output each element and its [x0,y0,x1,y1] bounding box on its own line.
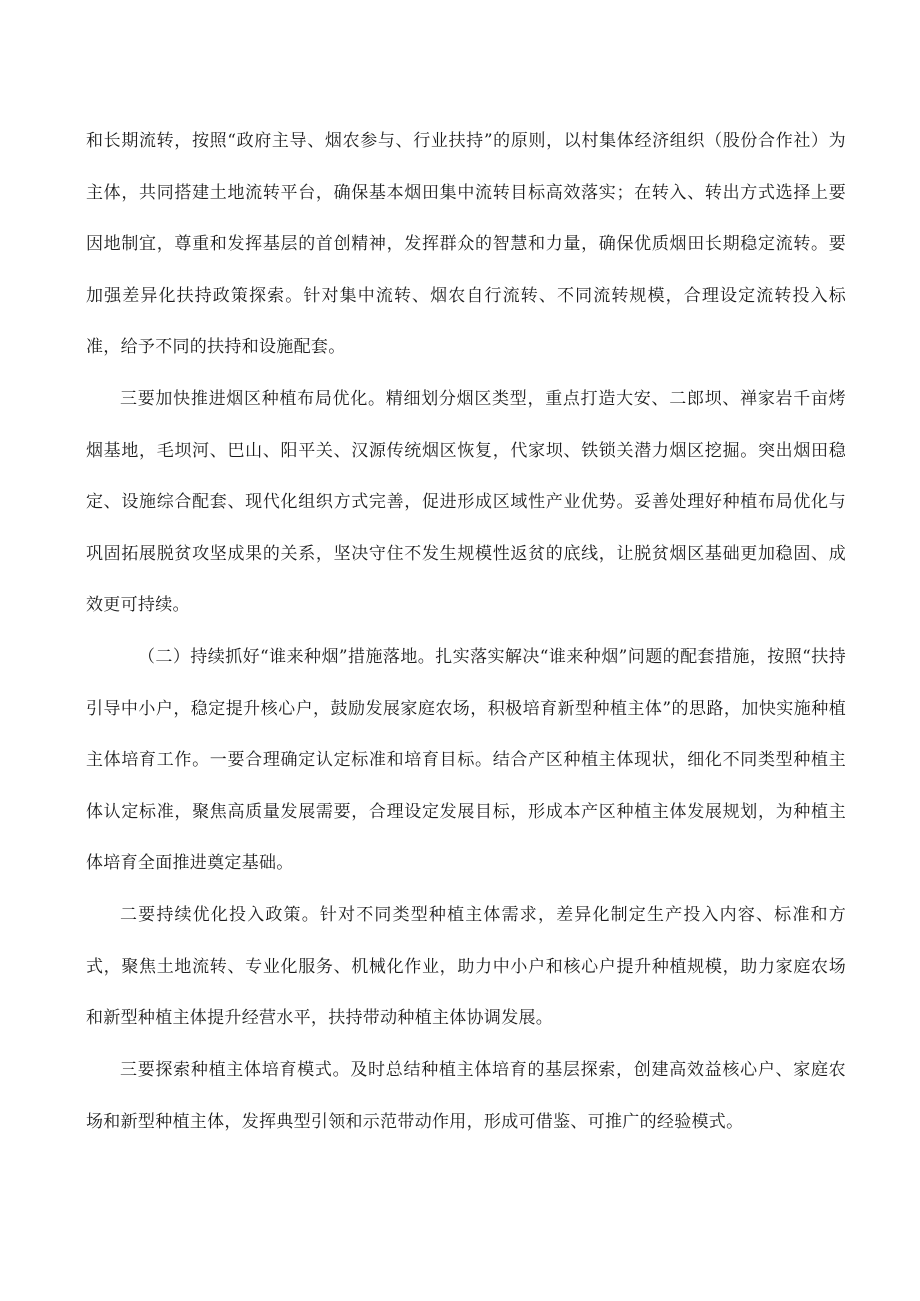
paragraph-investment-policy: 二要持续优化投入政策。针对不同类型种植主体需求，差异化制定生产投入内容、标准和方式，聚焦土地流转、专业化服务、机械化作业，助力中小户和核心户提升种植规模，助力家庭农场和新型种植主体提升经营水平，扶持带动种植主体协调发展。 [86,905,846,1028]
paragraph-section-who-grows-tobacco: （二）持续抓好“谁来种烟”措施落地。扎实落实解决“谁来种烟”问题的配套措施，按照“扶持引导中小户，稳定提升核心户，鼓励发展家庭农场，积极培育新型种植主体”的思路，加快实施种植主体培育工作。一要合理确定认定标准和培育目标。结合产区种植主体现状，细化不同类型种植主体认定标准，聚焦高质量发展需要，合理设定发展目标，形成本产区种植主体发展规划，为种植主体培育全面推进奠定基础。 [86,647,846,873]
paragraph-cultivation-model: 三要探索种植主体培育模式。及时总结种植主体培育的基层探索，创建高效益核心户、家庭农场和新型种植主体，发挥典型引领和示范带动作用，形成可借鉴、可推广的经验模式。 [86,1060,846,1132]
paragraph-layout-optimization: 三要加快推进烟区种植布局优化。精细划分烟区类型，重点打造大安、二郎坝、禅家岩千亩烤烟基地，毛坝河、巴山、阳平关、汉源传统烟区恢复，代家坝、铁锁关潜力烟区挖掘。突出烟田稳定、设施综合配套、现代化组织方式完善，促进形成区域性产业优势。妥善处理好种植布局优化与巩固拓展脱贫攻坚成果的关系，坚决守住不发生规模性返贫的底线，让脱贫烟区基础更加稳固、成效更可持续。 [86,389,846,615]
paragraph-land-transfer-continued: 和长期流转，按照“政府主导、烟农参与、行业扶持”的原则，以村集体经济组织（股份合作社）为主体，共同搭建土地流转平台，确保基本烟田集中流转目标高效落实；在转入、转出方式选择上要因地制宜，尊重和发挥基层的首创精神，发挥群众的智慧和力量，确保优质烟田长期稳定流转。要加强差异化扶持政策探索。针对集中流转、烟农自行流转、不同流转规模，合理设定流转投入标准，给予不同的扶持和设施配套。 [86,131,846,357]
